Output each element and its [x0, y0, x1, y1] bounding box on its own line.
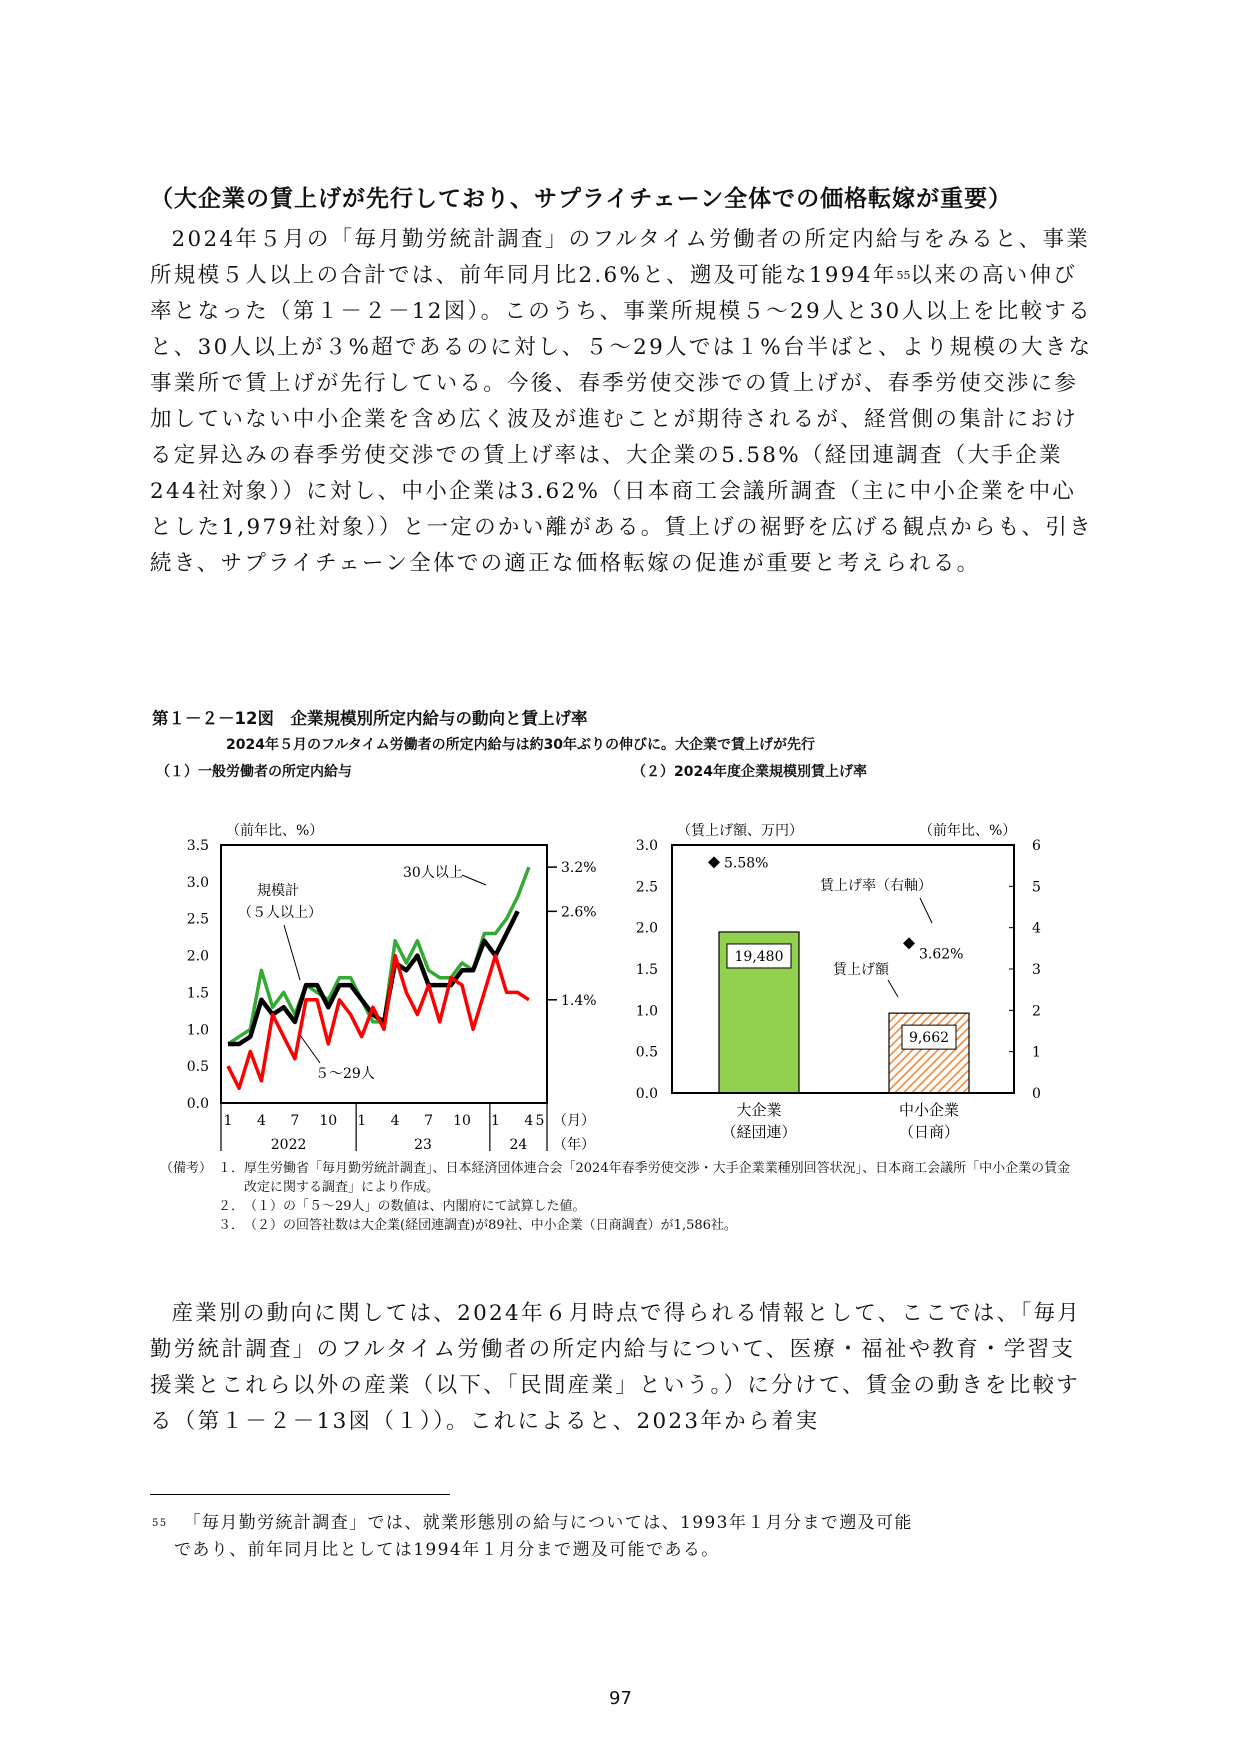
y-axis-title-right: （前年比、%） — [919, 823, 1017, 839]
annotation-arrow — [888, 980, 898, 997]
footnote-ref[interactable]: 55 — [896, 269, 911, 282]
y-tick-label-left: 0.0 — [635, 1086, 658, 1102]
x-tick-label: 10 — [319, 1113, 338, 1129]
para1-text-a: 2024年５月の「毎月勤労統計調査」のフルタイム労働者の所定内給与をみると、事業所規模５人以上の合計では、前年同月比2.6%と、遡及可能な1994年 — [150, 227, 1091, 288]
y-tick-label-right: 4 — [1032, 920, 1041, 937]
y-tick-label: 0.5 — [186, 1059, 209, 1076]
y-tick-label-left: 1.0 — [635, 1003, 658, 1020]
y-tick-label: 0.0 — [186, 1096, 209, 1112]
y-tick-label-left: 2.0 — [635, 920, 658, 937]
x-unit-year: （年） — [553, 1137, 595, 1153]
series-end-label: 1.4% — [561, 992, 597, 1009]
x-unit-month: （月） — [553, 1113, 595, 1129]
annotation-total: 規模計 — [257, 883, 299, 899]
y-tick-label: 2.0 — [186, 948, 209, 965]
category-sublabel: （経団連） — [721, 1123, 797, 1141]
body-paragraph-2 — [150, 1296, 1095, 1440]
y-tick-label: 3.0 — [186, 874, 209, 891]
wage-line-chart — [187, 822, 597, 1153]
body-paragraph-1 — [150, 222, 1095, 582]
rate-data-label: 5.58% — [724, 855, 769, 872]
y-axis-title-left: （賃上げ額、万円） — [677, 823, 803, 839]
footnote — [152, 1510, 1092, 1564]
x-tick-label: 7 — [424, 1113, 434, 1129]
figure-subtitle: 2024年５月のフルタイム労働者の所定内給与は約30年ぶりの伸びに。大企業で賃上げが先行 — [226, 737, 816, 753]
y-tick-label: 1.5 — [186, 985, 209, 1002]
y-tick-label-left: 1.5 — [635, 962, 658, 978]
category-label: 中小企業 — [898, 1101, 960, 1119]
category-sublabel: （日商） — [898, 1123, 960, 1141]
annotation-large: 30人以上 — [403, 865, 463, 881]
y-axis-title: （前年比、%） — [226, 823, 324, 839]
note-text: （２）の回答社数は大企業(経団連調査)が89社、中小企業（日商調査）が1,586社。 — [244, 1218, 737, 1233]
y-tick-label-right: 6 — [1032, 838, 1041, 854]
x-tick-label: 5 — [535, 1113, 545, 1129]
x-tick-label: 1 — [223, 1113, 233, 1129]
footnote-mark: 55 — [152, 1518, 168, 1529]
para2-text: 産業別の動向に関しては、2024年６月時点で得られる情報として、ここでは、「毎月勤労統計調査」のフルタイム労働者の所定内給与について、医療・福祉や教育・学習支援業とこれら以外の産業（以下、「民間産業」という。）に分けて、賃金の動きを比較する（第１－２－13図（１））。これによると、2023年から着実 — [150, 1301, 1082, 1434]
x-year-label: 23 — [414, 1137, 432, 1153]
x-tick-label: 4 — [256, 1113, 266, 1129]
bar-data-label: 9,662 — [908, 1030, 950, 1047]
panel1-title: （１）一般労働者の所定内給与 — [156, 764, 352, 780]
y-tick-label-right: 0 — [1032, 1086, 1041, 1102]
x-year-label: 2022 — [270, 1137, 307, 1153]
notes-label: （備考） — [160, 1161, 213, 1176]
annotation-rate: 賃上げ率（右軸） — [820, 878, 932, 894]
y-tick-label-right: 1 — [1032, 1044, 1041, 1061]
y-tick-label: 1.0 — [186, 1022, 209, 1039]
annotation-arrow — [462, 875, 486, 885]
y-tick-label-right: 5 — [1032, 879, 1041, 896]
y-tick-label-right: 3 — [1032, 962, 1041, 978]
para1-text-b: 以来の高い伸び率となった（第１－２－12図）。このうち、事業所規模５～29人と30人以上を比較すると、30人以上が３%超であるのに対し、５～29人では１%台半ばと、より規模の大きな事業所で賃上げが先行している。今後、春季労使交渉での賃上げが、春季労使交渉に参加していない中小企業を含め広く波及が進むことが期待されるが、経営側の集計における定昇込みの春季労使交渉での賃上げ率は、大企業の5.58%（経団連調査（大手企業244社対象））に対し、中小企業は3.62%（日本商工会議所調査（主に中小企業を中心とした1,979社対象））と一定のかい離がある。賃上げの裾野を広げる観点からも、引き続き、サプライチェーン全体での適正な価格転嫁の促進が重要と考えられる。 — [150, 263, 1093, 576]
y-tick-label-right: 2 — [1032, 1003, 1041, 1020]
annotation-arrow — [284, 925, 300, 980]
y-tick-label-left: 0.5 — [635, 1044, 658, 1061]
series-end-label: 3.2% — [561, 860, 597, 877]
page-number: 97 — [609, 1688, 632, 1709]
annotation-total: （５人以上） — [238, 905, 322, 921]
bar-data-label: 19,480 — [734, 948, 784, 965]
annotation-small: ５～29人 — [315, 1066, 375, 1082]
series-line — [228, 956, 529, 1089]
section-heading: （大企業の賃上げが先行しており、サプライチェーン全体での価格転嫁が重要） — [150, 186, 1013, 212]
series-end-label: 2.6% — [561, 904, 597, 921]
rate-data-label: 3.62% — [919, 946, 964, 963]
note-text: （１）の「５～29人」の数値は、内閣府にて試算した値。 — [244, 1199, 586, 1214]
figure-chart — [150, 810, 1100, 1155]
y-tick-label-left: 2.5 — [635, 879, 658, 896]
panel2-title: （２）2024年度企業規模別賃上げ率 — [632, 764, 867, 780]
category-label: 大企業 — [736, 1101, 782, 1119]
annotation-arrow — [300, 1035, 320, 1063]
x-tick-label: 1 — [357, 1113, 367, 1129]
x-year-label: 24 — [509, 1137, 528, 1153]
note-number: ２． — [218, 1199, 245, 1214]
figure-notes — [160, 1159, 1074, 1235]
figure-title: 第１－２－12図 企業規模別所定内給与の動向と賃上げ率 — [152, 709, 588, 728]
note-number: ３． — [218, 1218, 245, 1233]
y-tick-label-left: 3.0 — [635, 838, 658, 854]
note-text: 厚生労働省「毎月勤労統計調査」、日本経済団体連合会「2024年春季労使交渉・大手企業業種別回答状況」、日本商工会議所「中小企業の賃金改定に関する調査」により作成。 — [244, 1161, 1071, 1195]
annotation-amount: 賃上げ額 — [833, 962, 889, 978]
x-tick-label: 1 — [490, 1113, 500, 1129]
footnote-divider — [150, 1494, 450, 1495]
x-tick-label: 7 — [290, 1113, 300, 1129]
annotation-arrow — [920, 898, 932, 923]
footnote-line-1: 「毎月勤労統計調査」では、就業形態別の給与については、1993年１月分まで遡及可能 — [183, 1513, 913, 1533]
x-tick-label: 4 — [390, 1113, 400, 1129]
y-tick-label: 2.5 — [186, 911, 209, 928]
footnote-line-2: であり、前年同月比としては1994年１月分まで遡及可能である。 — [174, 1540, 720, 1560]
rate-point — [708, 856, 720, 868]
raise-bar-chart — [636, 822, 1041, 1141]
y-tick-label: 3.5 — [186, 838, 209, 854]
note-number: １． — [218, 1161, 245, 1176]
x-tick-label: 4 — [524, 1113, 534, 1129]
x-tick-label: 10 — [453, 1113, 471, 1129]
rate-point — [903, 937, 915, 949]
